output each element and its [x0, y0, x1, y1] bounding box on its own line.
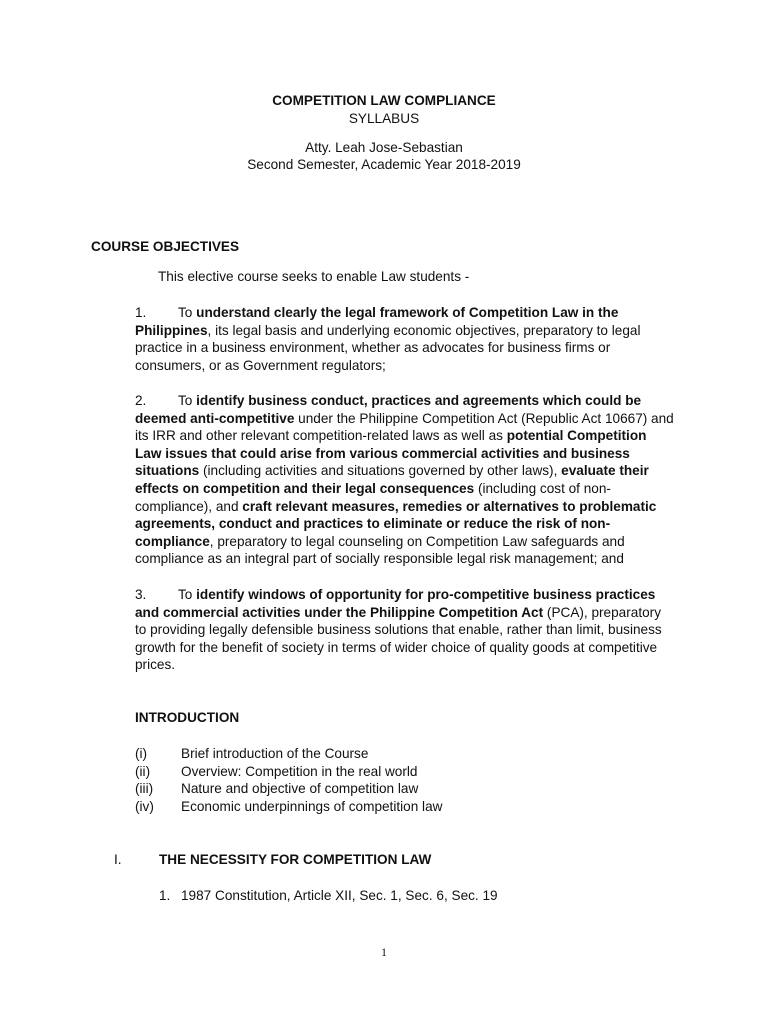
document-title: COMPETITION LAW COMPLIANCE	[272, 93, 496, 108]
course-objectives-heading: COURSE OBJECTIVES	[91, 239, 240, 254]
objective-2: 2. To identify business conduct, practices and agreements which could be deemed anti-competitive under the Philippine Competition Act (Republic Act 10667) and its IRR and other relevant competition-related laws as well as potential Competition Law issues that could arise from various commercial activities and business situations (including activities and situations governed by other laws), evaluate their effects on competition and their legal consequences (including cost of non-compliance), and craft relevant measures, remedies or alternatives to problematic agreements, conduct and practices to eliminate or reduce the risk of non-compliance, preparatory to legal counseling on Competition Law safeguards and compliance as an integral part of socially responsible legal risk management; and	[135, 393, 674, 567]
section-number: I.	[114, 852, 122, 867]
objective-1: 1. To understand clearly the legal framework of Competition Law in the Philippines, its legal basis and underlying economic objectives, preparatory to legal practice in a business environment, whether as advocates for business firms or consumers, or as Government regulators;	[135, 305, 641, 373]
author-name: Atty. Leah Jose-Sebastian	[305, 140, 463, 155]
objective-3: 3. To identify windows of opportunity for pro-competitive business practices and commercial activities under the Philippine Competition Act (PCA), preparatory to providing legally defensible business solutions that enable, rather than limit, business growth for the benefit of society in terms of wider choice of quality goods at competitive prices.	[135, 587, 662, 673]
document-subtitle: SYLLABUS	[348, 111, 420, 126]
introduction-heading: INTRODUCTION	[135, 710, 240, 725]
list-item: (iv) Economic underpinnings of competition law	[135, 799, 443, 814]
page-number: 1	[381, 945, 387, 959]
academic-term: Second Semester, Academic Year 2018-2019	[247, 157, 521, 172]
objective-number: 3.	[135, 587, 147, 602]
list-item: (i) Brief introduction of the Course	[135, 746, 369, 761]
course-objectives-intro: This elective course seeks to enable Law students -	[158, 269, 470, 284]
list-item: (iii) Nature and objective of competition law	[135, 781, 419, 796]
list-item: (ii) Overview: Competition in the real world	[135, 764, 418, 779]
section-heading: THE NECESSITY FOR COMPETITION LAW	[159, 852, 432, 867]
objective-number: 2.	[135, 393, 147, 408]
list-item: 1. 1987 Constitution, Article XII, Sec. 1, Sec. 6, Sec. 19	[159, 888, 498, 903]
objective-number: 1.	[135, 305, 147, 320]
